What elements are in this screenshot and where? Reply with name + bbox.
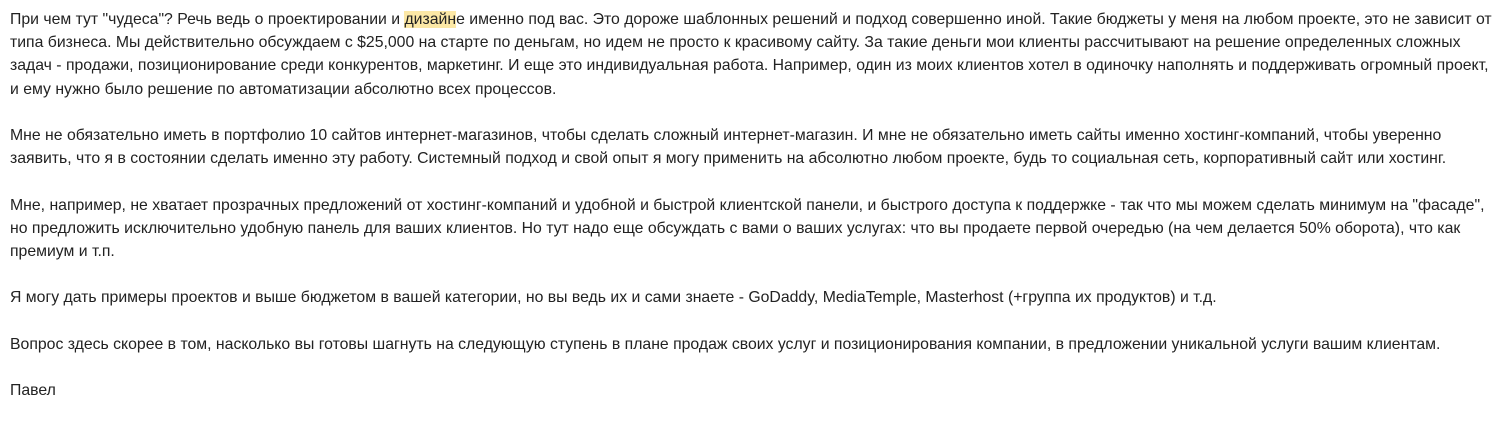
paragraph-5: Вопрос здесь скорее в том, насколько вы готовы шагнуть на следующую ступень в плане продаж своих услуг и позиционирования компании, в предложении уникальной услуги вашим клиентам. — [10, 335, 1441, 353]
paragraph-1-text-after: е именно под вас. Это дороже шаблонных решений и подход совершенно иной. Такие бюджеты у меня на любом проекте, это не зависит от типа бизнеса. Мы действительно обсуждаем с $25,000 на старте по деньгам, но идем не просто к красивому сайту. За такие деньги мои клиенты рассчитывают на решение определенных сложных задач - продажи, позиционирование среди конкурентов, маркетинг. И еще это индивидуальная работа. Например, один из моих клиентов хотел в одиночку наполнять и поддерживать огромный проект, и ему нужно было решение по автоматизации абсолютно всех процессов. — [10, 11, 1492, 98]
email-body — [10, 8, 1496, 426]
paragraph-1-text-before: При чем тут "чудеса"? Речь ведь о проектировании и — [10, 11, 405, 28]
paragraph-2: Мне не обязательно иметь в портфолио 10 сайтов интернет-магазинов, чтобы сделать сложный интернет-магазин. И мне не обязательно иметь сайты именно хостинг-компаний, чтобы уверенно заявить, что я в состоянии сделать именно эту работу. Системный подход и свой опыт я могу применить на абсолютно любом проекте, будь то социальная сеть, корпоративный сайт или хостинг. — [10, 127, 1447, 168]
signature: Павел — [10, 382, 56, 400]
search-highlight: дизайн — [404, 11, 457, 28]
paragraph-4: Я могу дать примеры проектов и выше бюджетом в вашей категории, но вы ведь их и сами знаете - GoDaddy, MediaTemple, Masterhost (+группа их продуктов) и т.д. — [10, 289, 1217, 307]
paragraph-1 — [10, 8, 1496, 101]
paragraph-3: Мне, например, не хватает прозрачных предложений от хостинг-компаний и удобной и быстрой клиентской панели, и быстрого доступа к поддержке - так что мы можем сделать минимум на "фасаде", но предложить исключительно удобную панель для ваших клиентов. Но тут надо еще обсуждать с вами о ваших услугах: что вы продаете первой очередью (на чем делается 50% оборота), что как премиум и т.п. — [10, 196, 1485, 260]
